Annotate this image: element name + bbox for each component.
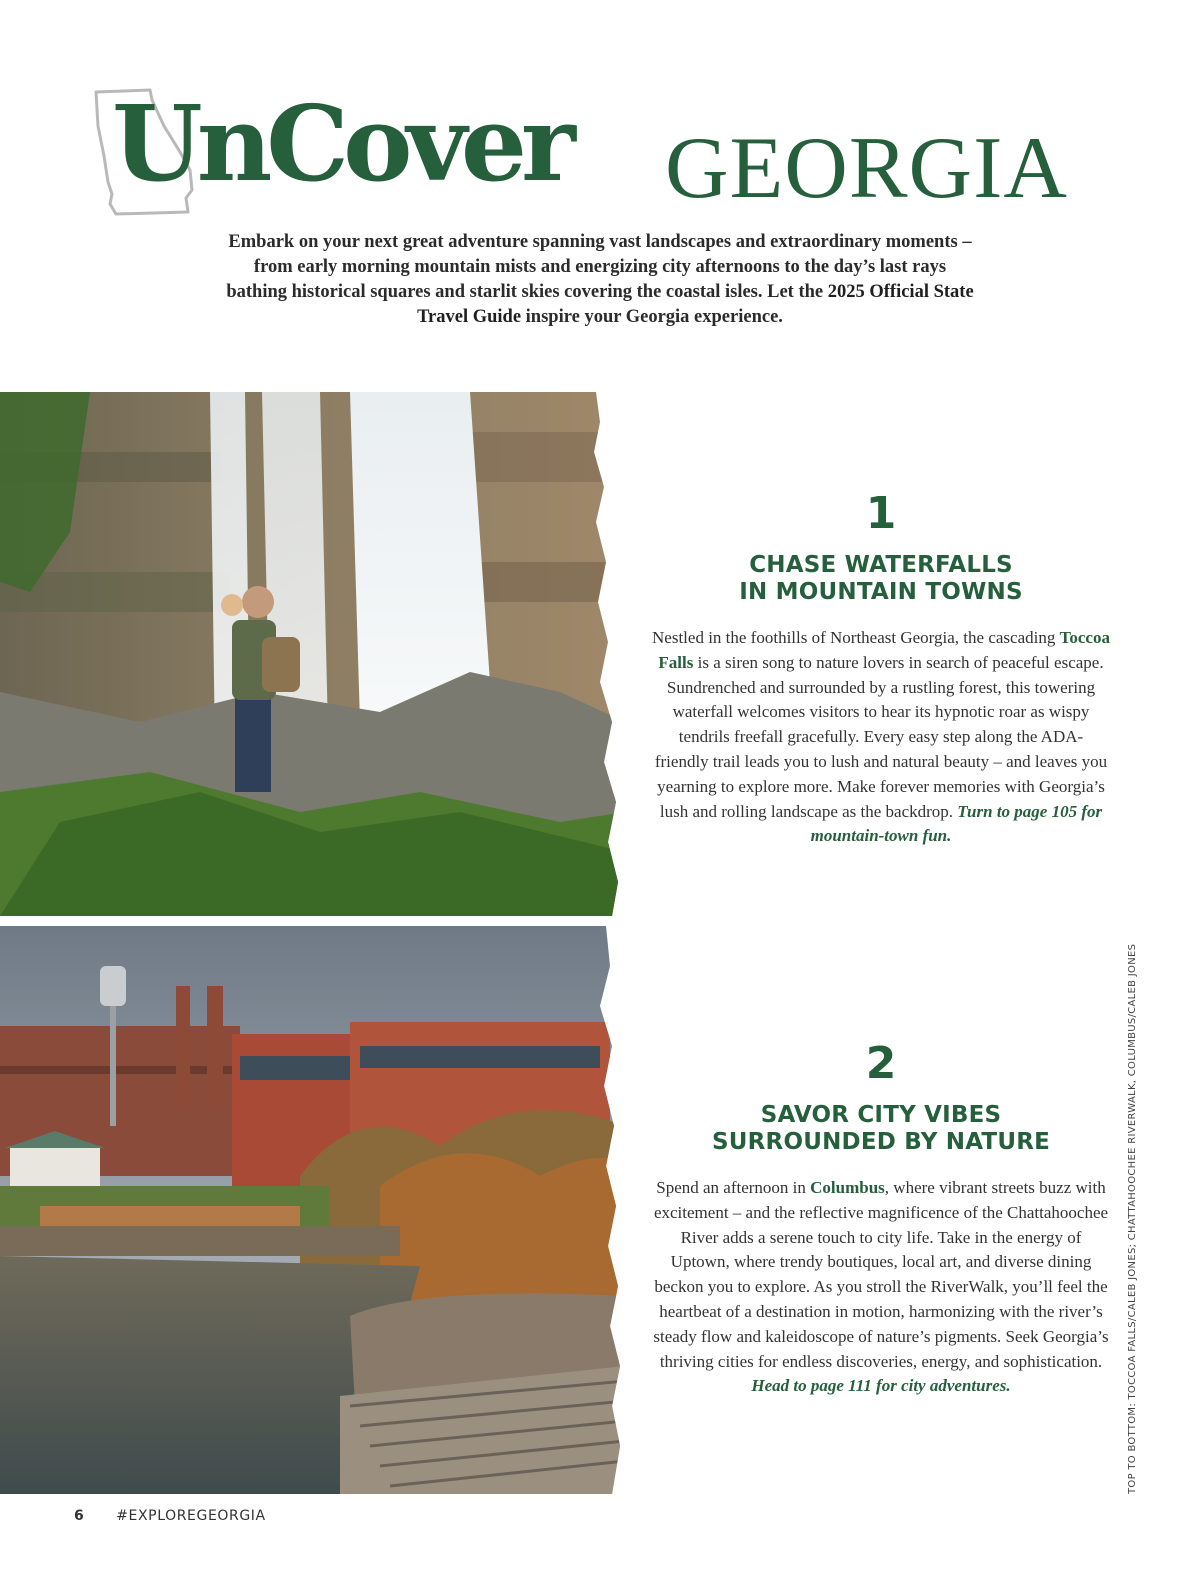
feature-heading-line: SURROUNDED BY NATURE [711, 1129, 1051, 1155]
place-name: Columbus [810, 1178, 885, 1197]
feature-number: 1 [865, 488, 897, 539]
feature-heading-line: IN MOUNTAIN TOWNS [739, 579, 1023, 605]
masthead [0, 80, 1200, 220]
intro-paragraph [225, 230, 975, 330]
page-number: 6 [74, 1508, 84, 1524]
columbus-riverwalk-photo [0, 926, 625, 1494]
feature-body-text: is a siren song to nature lovers in search of peaceful escape. Sundrenched and surrounded by a rustling forest, this towering waterfall welcomes visitors to hear its hypnotic roar as wispy tendrils freefall gracefully. Every easy step along the ADA-friendly trail leads you to lush and natural beauty – and leaves you yearning to explore more. Make forever memories with Georgia’s lush and rolling landscape as the backdrop. [654, 652, 1108, 821]
feature-body-text: Spend an afternoon in [656, 1178, 811, 1197]
feature-number: 2 [865, 1038, 897, 1089]
feature-city-vibes [652, 1036, 1110, 1399]
title-uncover: UnCover [112, 82, 570, 205]
feature-body [652, 626, 1110, 849]
photo-credit: TOP TO BOTTOM: TOCCOA FALLS/CALEB JONES; CHATTAHOOCHEE RIVERWALK, COLUMBUS/CALEB JONES [1127, 943, 1138, 1494]
feature-heading-line: CHASE WATERFALLS [749, 552, 1013, 578]
page-reference: Head to page 111 for city adventures. [751, 1376, 1011, 1396]
place-name: Toccoa Falls [658, 628, 1110, 672]
intro-text: Embark on your next great adventure spanning vast landscapes and extraordinary moments – from early morning mountain mists and energizing city afternoons to the day’s last rays bathing historical squares and starlit skies covering the coastal isles. Let the [226, 232, 972, 302]
title-georgia: GEORGIA [665, 120, 1068, 217]
intro-text-end: inspire your Georgia experience. [521, 307, 783, 327]
feature-body-text: Nestled in the foothills of Northeast Georgia, the cascading [652, 628, 1060, 647]
page-reference: Turn to page 105 for mountain-town fun. [810, 801, 1103, 846]
hashtag: #EXPLOREGEORGIA [116, 1508, 266, 1524]
feature-waterfalls [652, 486, 1110, 849]
feature-body [652, 1176, 1110, 1399]
toccoa-falls-photo [0, 392, 625, 916]
intro-guide-title: 2025 Official State Travel Guide [417, 282, 974, 327]
feature-body-text: , where vibrant streets buzz with excitement – and the reflective magnificence of the Chattahoochee River adds a serene touch to city life. Take in the energy of Uptown, where trendy boutiques, local art, and diverse dining beckon you to explore. As you stroll the RiverWalk, you’ll feel the heartbeat of a destination in motion, harmonizing with the river’s steady flow and kaleidoscope of nature’s pigments. Seek Georgia’s thriving cities for endless discoveries, energy, and sophistication. [653, 1178, 1109, 1371]
page-footer [74, 1508, 266, 1524]
feature-heading [652, 552, 1110, 606]
feature-heading-line: SAVOR CITY VIBES [760, 1102, 1002, 1128]
feature-heading [652, 1102, 1110, 1156]
